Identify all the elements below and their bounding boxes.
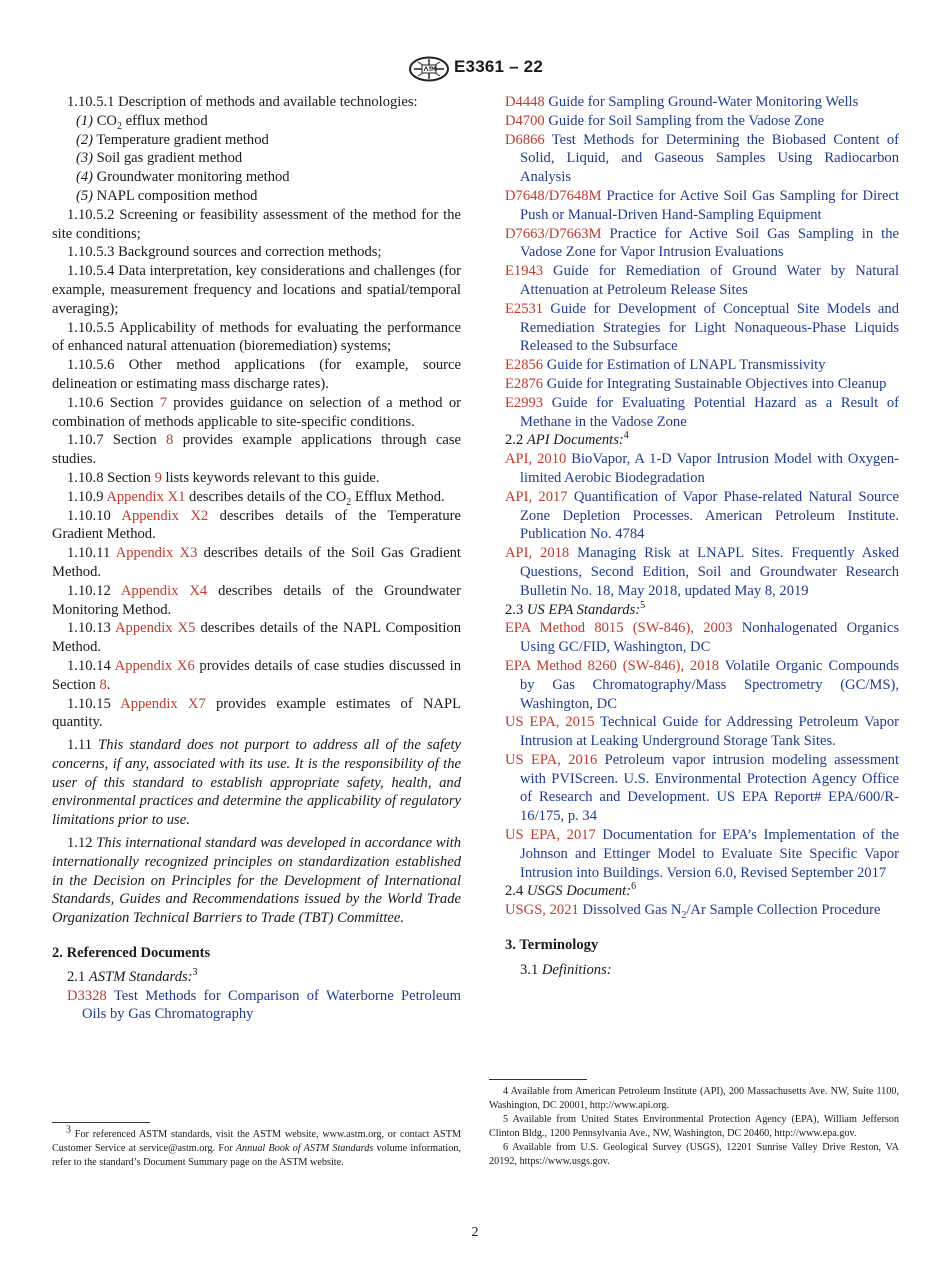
para-1-10-5-2: 1.10.5.2 Screening or feasibility assessment of the method for the site conditions; [52, 206, 461, 242]
reference-code[interactable]: API, 2018 [505, 545, 570, 562]
reference-item [505, 300, 899, 356]
para-1-10-15: 1.10.15 Appendix X7 provides example estimates of NAPL quantity. [52, 695, 461, 731]
footnote-5: 5 Available from United States Environmental Protection Agency (EPA), William Jefferson Clinton Bldg., 1200 Pennsylvania Ave., NW, Washington, DC 20460, http://www.epa.gov. [489, 1114, 899, 1139]
epa-reference-list [505, 619, 899, 882]
reference-item [505, 450, 899, 488]
reference-title[interactable]: Practice for Active Soil Gas Sampling for Direct Push or Manual-Driven Hand-Sampling Equipment [520, 187, 899, 223]
para-1-10-9: 1.10.9 Appendix X1 describes details of the $CO_2$ Efflux Method. [67, 488, 445, 508]
page-header [0, 56, 950, 84]
reference-code[interactable]: D6866 [505, 131, 545, 148]
reference-code[interactable]: E1943 [505, 263, 544, 280]
reference-title[interactable]: Documentation for EPA’s Implementation of the Johnson and Ettinger Model to Evaluate Site Specific Vapor Intrusion into Buildings. Version 6.0, Revised September 2017 [520, 827, 899, 881]
reference-code[interactable]: US EPA, 2016 [505, 751, 598, 768]
astm-logo-icon [408, 56, 450, 82]
reference-item [505, 112, 899, 131]
reference-code[interactable]: US EPA, 2015 [505, 714, 595, 731]
reference-title[interactable]: Test Methods for Comparison of Waterborne Petroleum Oils by Gas Chromatography [82, 987, 461, 1023]
para-1-10-14: 1.10.14 Appendix X6 provides details of case studies discussed in Section 8. [52, 657, 461, 693]
reference-title[interactable]: Technical Guide for Addressing Petroleum Vapor Intrusion at Leaking Underground Storage Tank Sites. [520, 714, 899, 750]
reference-item [505, 751, 899, 826]
appendix-link[interactable]: Appendix X4 [120, 582, 208, 599]
reference-code[interactable]: D3328 [67, 987, 107, 1004]
reference-code[interactable]: EPA Method 8015 (SW-846), 2003 [505, 620, 733, 637]
appendix-link[interactable]: Appendix X7 [120, 695, 206, 712]
reference-title[interactable]: Guide for Integrating Sustainable Objectives into Cleanup [543, 375, 887, 392]
para-2-3: 2.3 US EPA Standards:$^5$ [505, 599, 646, 618]
reference-title[interactable]: Guide for Sampling Ground-Water Monitoring Wells [544, 94, 859, 110]
reference-title[interactable]: Guide for Development of Conceptual Site Models and Remediation Strategies for Light Nonaqueous-Phase Liquids Released to the Subsurface [520, 300, 899, 355]
reference-code[interactable]: D7648/D7648M [505, 187, 602, 204]
para-2-1: 2.1 ASTM Standards:$^3$ [67, 967, 198, 985]
reference-title[interactable]: Guide for Estimation of LNAPL Transmissivity [543, 357, 826, 374]
reference-title[interactable]: Practice for Active Soil Gas Sampling in the Vadose Zone for Vapor Intrusion Evaluations [520, 225, 899, 261]
footnote-divider [489, 1079, 587, 1080]
para-1-12: 1.12 This international standard was developed in accordance with internationally recognized principles on standardization established in the Decision on Principles for the Development of International Standards, Guides and Recommendations issued by the World Trade Organization Technical Barriers to Trade (TBT) Committee. [52, 835, 462, 927]
appendix-link[interactable]: Appendix X6 [114, 657, 195, 674]
reference-title[interactable]: Petroleum vapor intrusion modeling assessment with PVIScreen. U.S. Environmental Protection Agency Office of Research and Development. US EPA Report# EPA/600/R-16/175, p. 34 [520, 751, 899, 825]
para-1-11: 1.11 This standard does not purport to address all of the safety concerns, if any, associated with its use. It is the responsibility of the user of this standard to establish appropriate safety, health, and environmental practices and determine the applicability of regulatory limitations prior to use. [52, 737, 461, 829]
section-link[interactable]: 7 [159, 394, 168, 411]
reference-item [505, 93, 899, 112]
reference-item [505, 187, 899, 225]
para-1-10-7: 1.10.7 Section 8 provides example applications through case studies. [52, 432, 461, 468]
reference-item [505, 544, 899, 600]
method-list-item: (1) $CO_2$ efflux method [76, 112, 208, 132]
reference-title[interactable]: Nonhalogenated Organics Using GC/FID, Washington, DC [520, 620, 900, 656]
para-1-10-6: 1.10.6 Section 7 provides guidance on selection of a method or combination of methods applicable to site-specific conditions. [52, 394, 461, 430]
para-2-4: 2.4 USGS Document:$^6$ [505, 881, 637, 900]
footnote-6: 6 Available from U.S. Geological Survey (USGS), 12201 Sunrise Valley Drive Reston, VA 20192, https://www.usgs.gov. [489, 1142, 899, 1167]
reference-item [505, 225, 899, 263]
method-list-item: (4) Groundwater monitoring method [76, 169, 290, 186]
document-id: E3361 – 22 [454, 57, 543, 76]
reference-code[interactable]: D4700 [505, 112, 545, 129]
para-1-10-5-1: 1.10.5.1 Description of methods and available technologies: [67, 94, 418, 110]
method-list-item: (3) Soil gas gradient method [76, 150, 243, 167]
reference-code[interactable]: D4448 [505, 94, 545, 110]
reference-item [505, 131, 899, 187]
para-1-10-5-4: 1.10.5.4 Data interpretation, key considerations and challenges (for example, measurement frequency and locations and spatial/temporal averaging); [52, 263, 461, 317]
method-list-item: (2) Temperature gradient method [76, 131, 269, 148]
footnote-3: $^3$ For referenced ASTM standards, visit the ASTM website, www.astm.org, or contact ASTM Customer Service at service@astm.org. For Annual Book of ASTM Standards volume information, refer to the standard’s Document Summary page on the ASTM website. [52, 1124, 461, 1168]
method-list-item: (5) NAPL composition method [76, 187, 258, 204]
reference-title[interactable]: Guide for Remediation of Ground Water by Natural Attenuation at Petroleum Release Sites [520, 263, 899, 298]
reference-title[interactable]: Managing Risk at LNAPL Sites. Frequently Asked Questions, Second Edition, Soil and Groundwater Research Bulletin No. 18, May 2018, updated May 8, 2019 [520, 545, 900, 599]
para-1-10-13: 1.10.13 Appendix X5 describes details of the NAPL Composition Method. [52, 620, 462, 656]
reference-code[interactable]: EPA Method 8260 (SW-846), 2018 [505, 657, 720, 674]
reference-item [505, 375, 899, 394]
reference-item [505, 488, 899, 544]
section-heading: 2. Referenced Documents [52, 945, 211, 962]
reference-item [505, 657, 899, 713]
para-1-10-12: 1.10.12 Appendix X4 describes details of the Groundwater Monitoring Method. [52, 582, 462, 618]
reference-title[interactable]: Guide for Soil Sampling from the Vadose Zone [544, 112, 825, 129]
astm-reference-list [505, 93, 899, 431]
reference-item [505, 713, 899, 751]
para-1-10-5-6: 1.10.5.6 Other method applications (for example, source delineation or estimating mass discharge rates). [52, 357, 461, 392]
footnote-block-left [52, 1122, 461, 1170]
page-number: 2 [471, 1225, 479, 1240]
para-3-1: 3.1 Definitions: [520, 961, 612, 978]
left-column [52, 93, 461, 1024]
section-heading: 3. Terminology [505, 937, 599, 954]
section-link[interactable]: 9 [154, 469, 162, 486]
reference-title[interactable]: Quantification of Vapor Phase-related Natural Source Zone Depletion Processes. American Petroleum Institute. Publication No. 4784 [520, 488, 900, 543]
reference-code[interactable]: D7663/D7663M [505, 225, 602, 242]
para-1-10-10: 1.10.10 Appendix X2 describes details of the Temperature Gradient Method. [52, 507, 462, 543]
reference-code[interactable]: API, 2010 [505, 451, 567, 468]
appendix-link[interactable]: Appendix X3 [115, 545, 198, 562]
appendix-link[interactable]: Appendix X5 [115, 620, 196, 637]
appendix-link[interactable]: Appendix X2 [121, 507, 209, 524]
appendix-link[interactable]: Appendix X1 [106, 488, 186, 505]
reference-code[interactable]: USGS, 2021 [505, 902, 579, 919]
reference-code[interactable]: E2876 [505, 375, 544, 392]
para-2-2: 2.2 API Documents:$^4$ [505, 430, 629, 449]
api-reference-list [505, 450, 899, 600]
reference-title[interactable]: Test Methods for Determining the Biobased Content of Solid, Liquid, and Gaseous Samples Using Radiocarbon Analysis [520, 131, 899, 186]
reference-code[interactable]: US EPA, 2017 [505, 827, 596, 844]
reference-code[interactable]: API, 2017 [505, 488, 568, 505]
reference-code[interactable]: E2531 [505, 300, 544, 317]
reference-item [505, 262, 899, 300]
reference-item [505, 394, 899, 432]
right-column [505, 93, 899, 980]
reference-title[interactable]: Volatile Organic Compounds by Gas Chromatography/Mass Spectrometry (GC/MS), Washington, DC [520, 657, 900, 712]
reference-item [505, 901, 899, 920]
para-1-10-5-3: 1.10.5.3 Background sources and correction methods; [67, 244, 382, 261]
reference-item [505, 619, 899, 657]
footnote-divider [52, 1122, 150, 1123]
reference-title[interactable]: BioVapor, A 1-D Vapor Intrusion Model with Oxygen-limited Aerobic Biodegradation [520, 451, 899, 486]
para-1-10-11: 1.10.11 Appendix X3 describes details of the Soil Gas Gradient Method. [52, 545, 461, 580]
reference-code[interactable]: E2856 [505, 357, 544, 374]
reference-item [505, 356, 899, 375]
reference-item [505, 826, 899, 882]
footnote-4: 4 Available from American Petroleum Institute (API), 200 Massachusetts Ave. NW, Suite 1100, Washington, DC 20001, http://www.api.org. [489, 1086, 899, 1111]
para-1-10-8: 1.10.8 Section 9 lists keywords relevant to this guide. [67, 469, 380, 486]
reference-item [52, 987, 461, 1025]
para-1-10-5-5: 1.10.5.5 Applicability of methods for evaluating the performance of enhanced natural attenuation (bioremediation) systems; [52, 319, 461, 355]
reference-title[interactable]: Dissolved Gas $N_2/Ar$ Sample Collection Procedure [578, 902, 881, 922]
section-link[interactable]: 8 [166, 432, 174, 449]
reference-code[interactable]: E2993 [505, 394, 544, 411]
section-link[interactable]: 8 [99, 676, 107, 693]
reference-title[interactable]: Guide for Evaluating Potential Hazard as a Result of Methane in the Vadose Zone [520, 394, 899, 430]
footnote-block-right [489, 1079, 899, 1169]
